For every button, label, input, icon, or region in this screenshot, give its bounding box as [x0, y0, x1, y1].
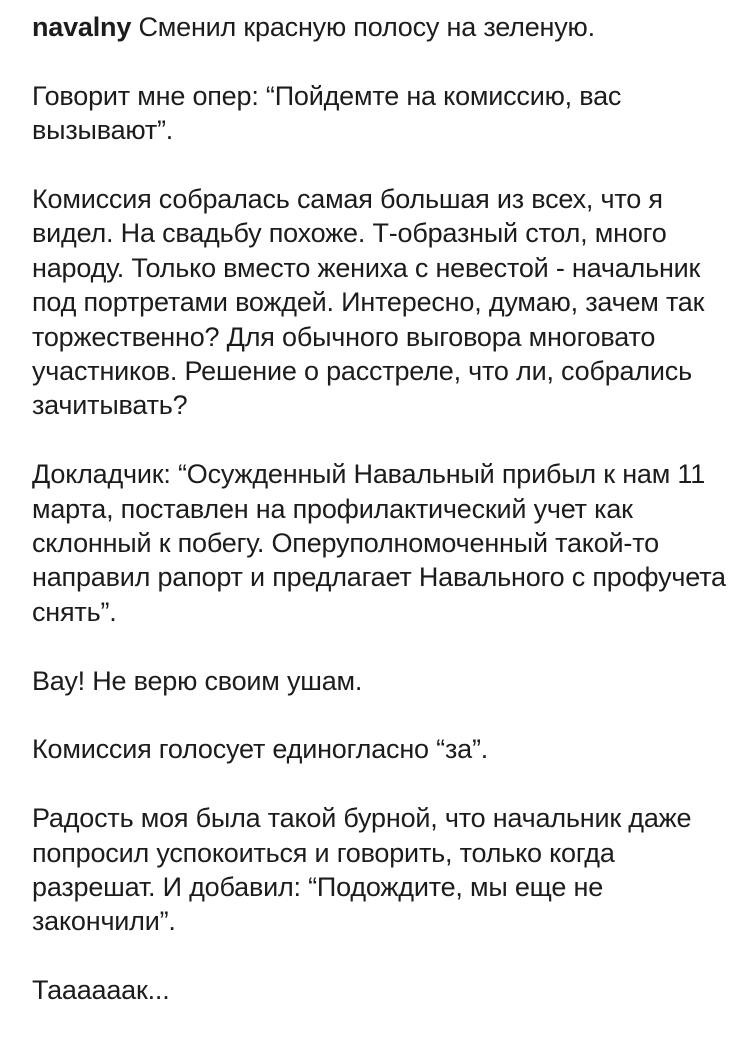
username-link[interactable]: navalny: [32, 12, 132, 42]
caption-paragraph-3: Комиссия собралась самая большая из всех, что я видел. На свадьбу похоже. Т-образный стол, много народу. Только вместо жениха с невестой - начальник под портретами вождей. Интересно, думаю, зачем так торжественно? Для обычного выговора многовато участников. Решение о расстреле, что ли, собрались зачитывать?: [32, 184, 705, 421]
post-caption: [32, 10, 732, 1042]
caption-paragraph-6: Комиссия голосует единогласно “за”.: [32, 734, 489, 765]
caption-paragraph-2: Говорит мне опер: “Пойдемте на комиссию, вас вызывают”.: [32, 80, 622, 146]
caption-text-1: Сменил красную полосу на зеленую.: [138, 12, 595, 42]
caption-paragraph-1: [32, 10, 732, 44]
caption-paragraph-8: Таааааак...: [32, 975, 170, 1006]
caption-paragraph-5: Вау! Не верю своим ушам.: [32, 665, 363, 696]
caption-paragraph-4: Докладчик: “Осужденный Навальный прибыл к нам 11 марта, поставлен на профилактический учет как склонный к побегу. Оперуполномоченный такой-то направил рапорт и предлагает Навального с профучета снять”.: [32, 459, 726, 627]
caption-paragraph-7: Радость моя была такой бурной, что начальник даже попросил успокоиться и говорить, только когда разрешат. И добавил: “Подождите, мы еще не закончили”.: [32, 803, 692, 937]
